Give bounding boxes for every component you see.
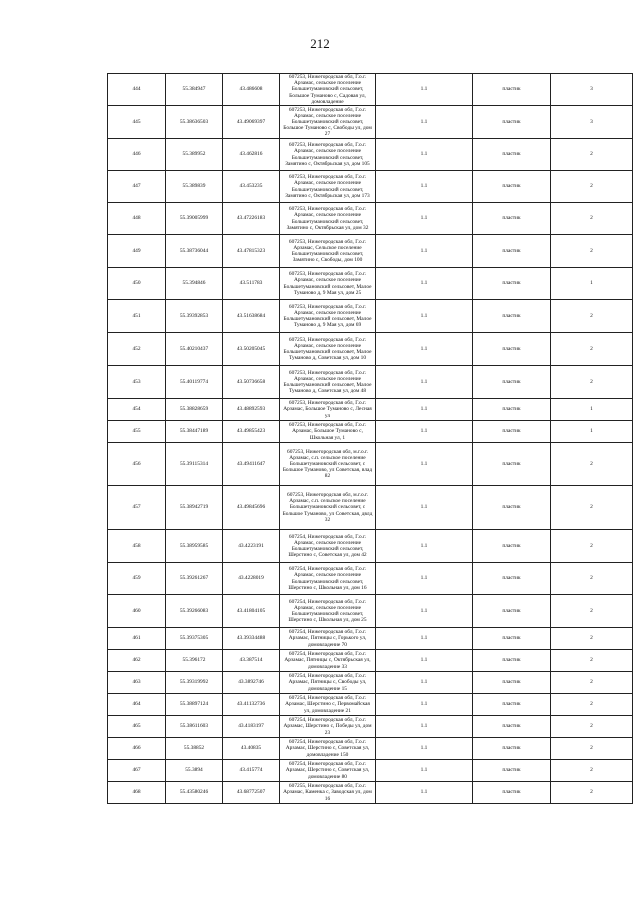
row-number-cell: 462: [108, 650, 166, 672]
quantity-cell: 2: [551, 595, 633, 628]
row-number-cell: 454: [108, 399, 166, 421]
latitude-cell: 55.39005999: [166, 203, 223, 235]
volume-cell: 1.1: [376, 672, 473, 694]
material-cell: пластик: [473, 650, 551, 672]
row-number-cell: 459: [108, 563, 166, 595]
address-cell: 607253, Нижегородская обл, Г.о.г. Арзамас, сельское поселение Большетумановский сельсовет, Малое Туманово д, 9 Мая ул, дом 69: [280, 300, 376, 333]
row-number-cell: 460: [108, 595, 166, 628]
material-cell: пластик: [473, 366, 551, 399]
table-row: [108, 530, 633, 563]
volume-cell: 1.1: [376, 366, 473, 399]
material-cell: пластик: [473, 563, 551, 595]
longitude-cell: 43.3892746: [223, 672, 280, 694]
address-cell: 607253, Нижегородская обл, Г.о.г. Арзамас, сельское поселение Большетумановский сельсовет, Большое Туманово с, Садовая ул, домовладение: [280, 74, 376, 106]
latitude-cell: 55.38942719: [166, 486, 223, 530]
address-cell: 607254, Нижегородская обл, Г.о.г. Арзамас, Пятницы с, Горького ул, домовладение 70: [280, 628, 376, 650]
quantity-cell: 2: [551, 235, 633, 268]
material-cell: пластик: [473, 74, 551, 106]
address-cell: 607254, Нижегородская обл, Г.о.г. Арзамас, сельское поселение Большетумановский сельсовет, Шерстино с, Школьная ул, дом 25: [280, 595, 376, 628]
row-number-cell: 458: [108, 530, 166, 563]
volume-cell: 1.1: [376, 650, 473, 672]
row-number-cell: 451: [108, 300, 166, 333]
address-cell: 607253, Нижегородская обл, Г.о.г. Арзамас, сельское поселение Большетумановский сельсовет, Малое Туманово д, Советская ул, дом 48: [280, 366, 376, 399]
latitude-cell: 55.40119774: [166, 366, 223, 399]
quantity-cell: 3: [551, 74, 633, 106]
longitude-cell: 43.4223191: [223, 530, 280, 563]
latitude-cell: 55.389952: [166, 139, 223, 171]
quantity-cell: 1: [551, 268, 633, 300]
table-row: [108, 628, 633, 650]
longitude-cell: 43.51638684: [223, 300, 280, 333]
volume-cell: 1.1: [376, 139, 473, 171]
row-number-cell: 444: [108, 74, 166, 106]
address-cell: 607254, Нижегородская обл, Г.о.г. Арзамас, Шерстино с, Советская ул, домовладение 150: [280, 738, 376, 760]
latitude-cell: 55.38852: [166, 738, 223, 760]
row-number-cell: 450: [108, 268, 166, 300]
address-cell: 607254, Нижегородская обл, Г.о.г. Арзамас, сельское поселение Большетумановский сельсовет, Шерстино с, Советская ул, дом 42: [280, 530, 376, 563]
latitude-cell: 55.38736044: [166, 235, 223, 268]
volume-cell: 1.1: [376, 530, 473, 563]
volume-cell: 1.1: [376, 235, 473, 268]
volume-cell: 1.1: [376, 595, 473, 628]
material-cell: пластик: [473, 694, 551, 716]
material-cell: пластик: [473, 782, 551, 804]
quantity-cell: 2: [551, 760, 633, 782]
row-number-cell: 447: [108, 171, 166, 203]
table-row: [108, 672, 633, 694]
address-cell: 607254, Нижегородская обл, Г.о.г. Арзамас, Шерстино с, Советская ул, домовладение 80: [280, 760, 376, 782]
material-cell: пластик: [473, 399, 551, 421]
table-row: [108, 421, 633, 443]
volume-cell: 1.1: [376, 203, 473, 235]
volume-cell: 1.1: [376, 333, 473, 366]
volume-cell: 1.1: [376, 399, 473, 421]
latitude-cell: 55.39392853: [166, 300, 223, 333]
address-cell: 607254, Нижегородская обл, Г.о.г. Арзамас, сельское поселение Большетумановский сельсовет, Шерстино с, Школьная ул, дом 16: [280, 563, 376, 595]
material-cell: пластик: [473, 530, 551, 563]
latitude-cell: 55.43580246: [166, 782, 223, 804]
address-cell: 607253, Нижегородская обл, Г.о.г. Арзамас, сельское поселение Большетумановский сельсовет, Замятино с, Октябрьская ул, дом 105: [280, 139, 376, 171]
table-row: [108, 139, 633, 171]
address-cell: 607253, Нижегородская обл, Г.о.г. Арзамас, сельское поселение Большетумановский сельсовет, Малое Туманово д, 9 Мая ул, дом 25: [280, 268, 376, 300]
row-number-cell: 461: [108, 628, 166, 650]
table-row: [108, 760, 633, 782]
address-cell: 607253, Нижегородская обл, м.г.о.г. Арзамас, с.п. сельское поселение Большетумановский сельсовет, с Большое Туманово, ул Советская, влад 82: [280, 443, 376, 486]
quantity-cell: 2: [551, 366, 633, 399]
table-row: [108, 203, 633, 235]
row-number-cell: 464: [108, 694, 166, 716]
quantity-cell: 2: [551, 171, 633, 203]
row-number-cell: 452: [108, 333, 166, 366]
address-cell: 607253, Нижегородская обл, Г.о.г. Арзамас, Большое Туманово с, Лесная ул: [280, 399, 376, 421]
latitude-cell: 55.39115314: [166, 443, 223, 486]
volume-cell: 1.1: [376, 716, 473, 738]
material-cell: пластик: [473, 300, 551, 333]
quantity-cell: 1: [551, 399, 633, 421]
address-cell: 607254, Нижегородская обл, Г.о.г. Арзамас, Пятницы с, Октябрьская ул, домовладение 33: [280, 650, 376, 672]
volume-cell: 1.1: [376, 782, 473, 804]
row-number-cell: 465: [108, 716, 166, 738]
address-cell: 607253, Нижегородская обл, Г.о.г. Арзамас, сельское поселение Большетумановский сельсовет, Большое Туманово с, Свободы ул, дом 27: [280, 106, 376, 139]
address-cell: 607253, Нижегородская обл, Г.о.г. Арзамас, Большое Туманово с, Школьная ул, 1: [280, 421, 376, 443]
quantity-cell: 1: [551, 421, 633, 443]
volume-cell: 1.1: [376, 694, 473, 716]
longitude-cell: 43.49069397: [223, 106, 280, 139]
material-cell: пластик: [473, 106, 551, 139]
row-number-cell: 448: [108, 203, 166, 235]
latitude-cell: 55.39319992: [166, 672, 223, 694]
longitude-cell: 43.4228019: [223, 563, 280, 595]
material-cell: пластик: [473, 760, 551, 782]
material-cell: пластик: [473, 139, 551, 171]
material-cell: пластик: [473, 203, 551, 235]
quantity-cell: 2: [551, 530, 633, 563]
material-cell: пластик: [473, 486, 551, 530]
volume-cell: 1.1: [376, 443, 473, 486]
material-cell: пластик: [473, 738, 551, 760]
volume-cell: 1.1: [376, 268, 473, 300]
latitude-cell: 55.3894: [166, 760, 223, 782]
latitude-cell: 55.38611603: [166, 716, 223, 738]
row-number-cell: 467: [108, 760, 166, 782]
address-cell: 607253, Нижегородская обл, Г.о.г. Арзамас, Сельское поселение Большетумановский сельсовет, Замятино с, Свободы, дом 100: [280, 235, 376, 268]
volume-cell: 1.1: [376, 563, 473, 595]
row-number-cell: 455: [108, 421, 166, 443]
page-number: 212: [310, 36, 330, 51]
container-site-table: [107, 73, 633, 804]
longitude-cell: 43.50736658: [223, 366, 280, 399]
table-row: [108, 716, 633, 738]
quantity-cell: 2: [551, 782, 633, 804]
latitude-cell: 55.38828659: [166, 399, 223, 421]
volume-cell: 1.1: [376, 738, 473, 760]
longitude-cell: 43.47226183: [223, 203, 280, 235]
address-cell: 607254, Нижегородская обл, Г.о.г. Арзамас, Шерстино с, Победы ул, дом 23: [280, 716, 376, 738]
quantity-cell: 2: [551, 486, 633, 530]
quantity-cell: 2: [551, 563, 633, 595]
volume-cell: 1.1: [376, 106, 473, 139]
row-number-cell: 457: [108, 486, 166, 530]
row-number-cell: 456: [108, 443, 166, 486]
quantity-cell: 3: [551, 106, 633, 139]
row-number-cell: 466: [108, 738, 166, 760]
address-cell: 607253, Нижегородская обл, Г.о.г. Арзамас, сельское поселение Большетумановский сельсовет, Замятино с, Октябрьская ул, дом 173: [280, 171, 376, 203]
latitude-cell: 55.38636503: [166, 106, 223, 139]
longitude-cell: 43.511783: [223, 268, 280, 300]
quantity-cell: 2: [551, 443, 633, 486]
material-cell: пластик: [473, 333, 551, 366]
row-number-cell: 449: [108, 235, 166, 268]
table-row: [108, 235, 633, 268]
material-cell: пластик: [473, 595, 551, 628]
quantity-cell: 2: [551, 628, 633, 650]
longitude-cell: 43.40835: [223, 738, 280, 760]
latitude-cell: 55.384947: [166, 74, 223, 106]
row-number-cell: 453: [108, 366, 166, 399]
table-row: [108, 650, 633, 672]
quantity-cell: 2: [551, 139, 633, 171]
material-cell: пластик: [473, 421, 551, 443]
quantity-cell: 2: [551, 694, 633, 716]
latitude-cell: 55.38897124: [166, 694, 223, 716]
longitude-cell: 43.453235: [223, 171, 280, 203]
table-row: [108, 106, 633, 139]
longitude-cell: 43.486608: [223, 74, 280, 106]
latitude-cell: 55.38447189: [166, 421, 223, 443]
table-row: [108, 366, 633, 399]
longitude-cell: 43.39334488: [223, 628, 280, 650]
latitude-cell: 55.396172: [166, 650, 223, 672]
quantity-cell: 2: [551, 672, 633, 694]
table-row: [108, 74, 633, 106]
material-cell: пластик: [473, 171, 551, 203]
latitude-cell: 55.40210437: [166, 333, 223, 366]
latitude-cell: 55.38959585: [166, 530, 223, 563]
longitude-cell: 43.462816: [223, 139, 280, 171]
material-cell: пластик: [473, 716, 551, 738]
table-row: [108, 782, 633, 804]
longitude-cell: 43.68772507: [223, 782, 280, 804]
volume-cell: 1.1: [376, 74, 473, 106]
latitude-cell: 55.39266083: [166, 595, 223, 628]
quantity-cell: 2: [551, 333, 633, 366]
volume-cell: 1.1: [376, 171, 473, 203]
quantity-cell: 2: [551, 300, 633, 333]
latitude-cell: 55.39375305: [166, 628, 223, 650]
address-cell: 607254, Нижегородская обл, Г.о.г. Арзамас, Пятницы с, Свободы ул, домовладение 15: [280, 672, 376, 694]
address-cell: 607255, Нижегородская обл, Г.о.г. Арзамас, Каменка с, Заводская ул, дом 16: [280, 782, 376, 804]
quantity-cell: 2: [551, 650, 633, 672]
quantity-cell: 2: [551, 203, 633, 235]
table-row: [108, 268, 633, 300]
table-body: [108, 74, 633, 804]
address-cell: 607253, Нижегородская обл, Г.о.г. Арзамас, сельское поселение Большетумановский сельсовет, Малое Туманово д, Советская ул, дом 10: [280, 333, 376, 366]
longitude-cell: 43.47815323: [223, 235, 280, 268]
latitude-cell: 55.394846: [166, 268, 223, 300]
table-row: [108, 171, 633, 203]
longitude-cell: 43.49845696: [223, 486, 280, 530]
volume-cell: 1.1: [376, 628, 473, 650]
volume-cell: 1.1: [376, 486, 473, 530]
volume-cell: 1.1: [376, 300, 473, 333]
material-cell: пластик: [473, 235, 551, 268]
row-number-cell: 463: [108, 672, 166, 694]
table-row: [108, 486, 633, 530]
quantity-cell: 2: [551, 738, 633, 760]
table-row: [108, 443, 633, 486]
table-row: [108, 300, 633, 333]
table-row: [108, 595, 633, 628]
address-cell: 607254, Нижегородская обл, Г.о.г. Арзамас, Шерстино с, Первомайская ул, домовладение 21: [280, 694, 376, 716]
volume-cell: 1.1: [376, 421, 473, 443]
material-cell: пластик: [473, 443, 551, 486]
table-row: [108, 738, 633, 760]
quantity-cell: 2: [551, 716, 633, 738]
table-row: [108, 563, 633, 595]
latitude-cell: 55.389839: [166, 171, 223, 203]
longitude-cell: 43.50205045: [223, 333, 280, 366]
longitude-cell: 43.387514: [223, 650, 280, 672]
material-cell: пластик: [473, 672, 551, 694]
longitude-cell: 43.41804105: [223, 595, 280, 628]
table-row: [108, 399, 633, 421]
row-number-cell: 445: [108, 106, 166, 139]
volume-cell: 1.1: [376, 760, 473, 782]
table-row: [108, 333, 633, 366]
latitude-cell: 55.39261267: [166, 563, 223, 595]
table-row: [108, 694, 633, 716]
longitude-cell: 43.4183197: [223, 716, 280, 738]
longitude-cell: 43.49855423: [223, 421, 280, 443]
material-cell: пластик: [473, 268, 551, 300]
row-number-cell: 446: [108, 139, 166, 171]
address-cell: 607253, Нижегородская обл, м.г.о.г. Арзамас, с.п. сельское поселение Большетумановский сельсовет, с Большое Туманово, ул Советская, двлд 32: [280, 486, 376, 530]
longitude-cell: 43.415774: [223, 760, 280, 782]
longitude-cell: 43.49411647: [223, 443, 280, 486]
longitude-cell: 43.41132736: [223, 694, 280, 716]
material-cell: пластик: [473, 628, 551, 650]
address-cell: 607253, Нижегородская обл, Г.о.г. Арзамас, сельское поселение Большетумановский сельсовет, Замятино с, Октябрьская ул, дом 32: [280, 203, 376, 235]
longitude-cell: 43.48892593: [223, 399, 280, 421]
row-number-cell: 468: [108, 782, 166, 804]
